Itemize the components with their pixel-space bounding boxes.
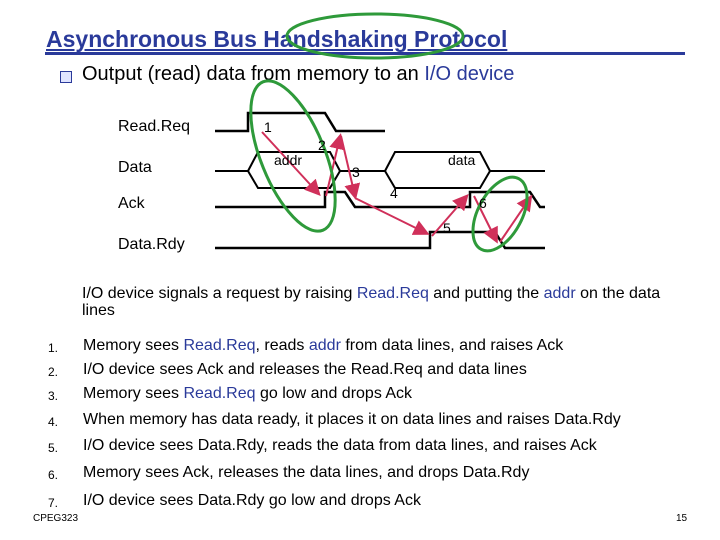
step-text-part: addr — [308, 337, 341, 354]
signal-label-read-req: Read.Req — [118, 118, 191, 135]
signal-label-data: Data — [118, 159, 152, 176]
step-text-part: go low and drops Ack — [255, 385, 413, 402]
intro-read-req: Read.Req — [356, 285, 429, 302]
step-marker-3: 3 — [352, 164, 360, 180]
step-text-part: Memory sees — [83, 385, 184, 402]
step-number: 6. — [48, 468, 59, 482]
step-text-part: from data lines, and raises Ack — [340, 337, 564, 354]
ack-waveform — [215, 192, 545, 207]
intro-mid: and putting the — [428, 285, 544, 302]
signal-label-ack: Ack — [118, 195, 145, 212]
step-text-part: Memory sees Ack, releases the data lines, and drops Data.Rdy — [83, 464, 530, 481]
step-text — [83, 361, 683, 378]
step-text — [83, 492, 683, 509]
step-marker-4: 4 — [390, 185, 398, 201]
slide-title: Asynchronous Bus Handshaking Protocol — [46, 26, 508, 52]
highlight-ellipse-data-rdy — [462, 168, 538, 259]
step-number: 7. — [48, 496, 59, 510]
step-marker-2: 2 — [318, 137, 326, 153]
footer-course: CPEG323 — [33, 513, 79, 524]
read-req-waveform — [215, 113, 385, 131]
step-number: 4. — [48, 415, 59, 429]
step-text-part: Memory sees — [83, 337, 184, 354]
highlight-ellipse-title — [287, 14, 463, 58]
step-number: 5. — [48, 441, 59, 455]
step-number: 1. — [48, 341, 59, 355]
step-text — [83, 464, 683, 481]
step-text — [83, 437, 683, 454]
subtitle-text: Output (read) data from memory to an — [82, 63, 425, 85]
step-marker-6: 6 — [479, 195, 487, 211]
subtitle-highlight: I/O device — [424, 63, 515, 85]
intro-pre: I/O device signals a request by raising — [82, 285, 357, 302]
step-marker-5: 5 — [443, 220, 451, 236]
step-text-part: Read.Req — [183, 337, 256, 354]
step-marker-1: 1 — [264, 119, 272, 135]
handshake-arrow-4 — [355, 198, 426, 233]
step-text-part: I/O device sees Ack and releases the Read.Req and data lines — [83, 361, 527, 378]
intro-paragraph — [82, 285, 682, 319]
intro-post: on the data lines — [82, 285, 661, 319]
step-text-part: Read.Req — [183, 385, 256, 402]
step-number: 3. — [48, 389, 59, 403]
step-text-part: When memory has data ready, it places it on data lines and raises Data.Rdy — [83, 411, 621, 428]
step-text — [83, 385, 683, 402]
step-text-part: , reads — [255, 337, 309, 354]
addr-bus-label: addr — [274, 152, 303, 168]
intro-addr: addr — [543, 285, 576, 302]
signal-label-data-rdy: Data.Rdy — [118, 236, 185, 253]
step-text-part: I/O device sees Data.Rdy go low and drops Ack — [83, 492, 421, 509]
step-text-part: I/O device sees Data.Rdy, reads the data from data lines, and raises Ack — [83, 437, 597, 454]
step-text — [83, 411, 683, 428]
page-number: 15 — [676, 513, 688, 524]
step-number: 2. — [48, 365, 59, 379]
step-text — [83, 337, 683, 354]
data-bus-label: data — [448, 152, 476, 168]
